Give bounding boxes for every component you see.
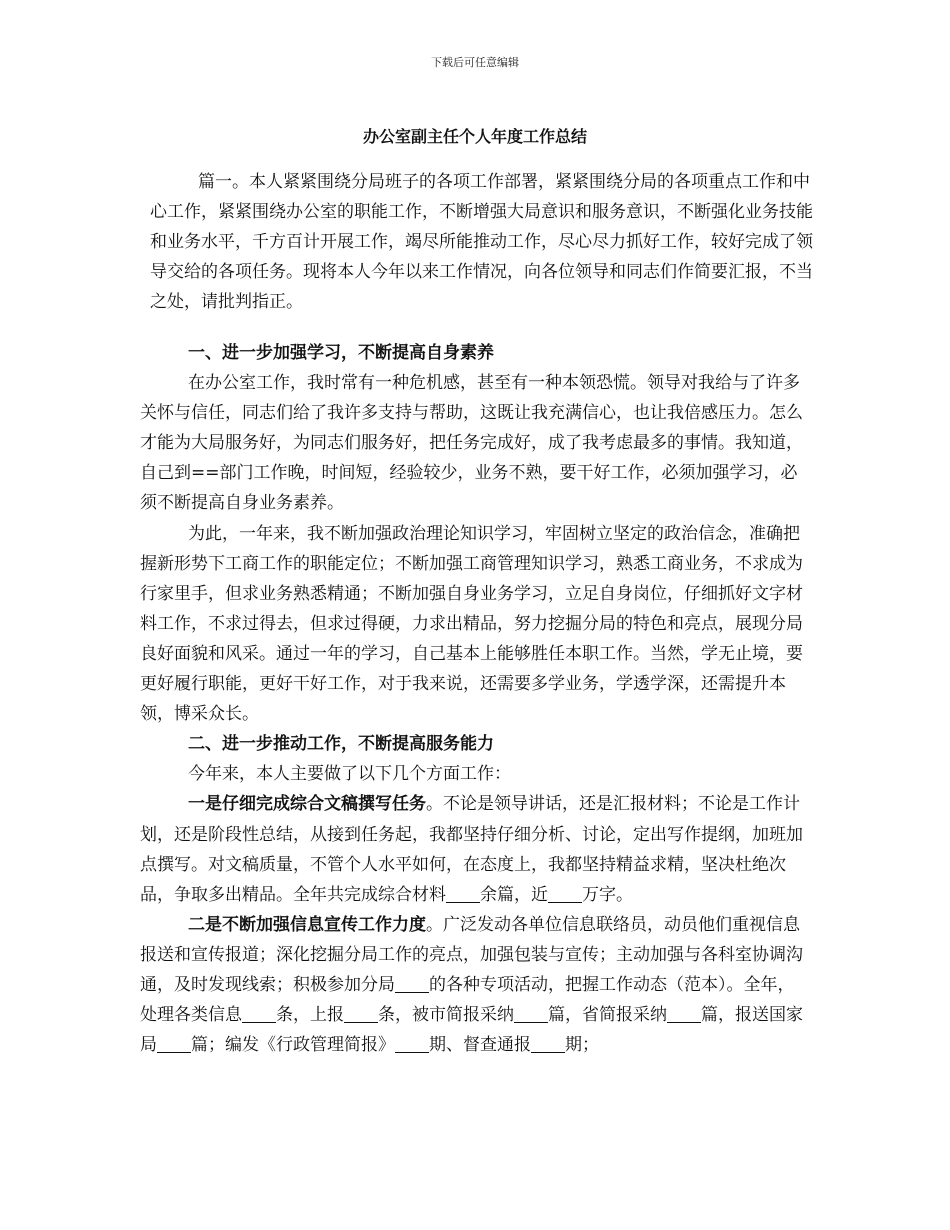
intro-paragraph: 篇一。本人紧紧围绕分局班子的各项工作部署，紧紧围绕分局的各项重点工作和中心工作，紧紧围绕办公室的职能工作，不断增强大局意识和服务意识，不断强化业务技能和业务水平，千方百计开展工作，竭尽所能推动工作，尽心尽力抓好工作，较好完成了领导交给的各项任务。现将本人今年以来工作情况，向各位领导和同志们作简要汇报，不当之处，请批判指正。 bbox=[150, 172, 813, 312]
section-1-paragraph-2: 为此，一年来，我不断加强政治理论知识学习，牢固树立坚定的政治信念，准确把握新形势下工商工作的职能定位；不断加强工商管理知识学习，熟悉工商业务，不求成为行家里手，但求业务熟悉精通；不断加强自身业务学习，立足自身岗位，仔细抓好文字材料工作，不求过得去，但求过得硬，力求出精品，努力挖掘分局的特色和亮点，展现分局良好面貌和风采。通过一年的学习，自己基本上能够胜任本职工作。当然，学无止境，要更好履行职能，更好干好工作，对于我来说，还需要多学业务，学透学深，还需提升本领，博采众长。 bbox=[140, 523, 803, 725]
text-span: 篇，报送国家局 bbox=[140, 1005, 803, 1056]
section-2-paragraph-1 bbox=[140, 789, 810, 909]
section-2-lead: 今年来，本人主要做了以下几个方面工作： bbox=[188, 764, 511, 785]
fill-blank bbox=[514, 1005, 548, 1023]
section-2-paragraph-2 bbox=[140, 910, 810, 1060]
text-span: 条，上报 bbox=[276, 1005, 344, 1026]
section-1-heading: 一、进一步加强学习，不断提高自身素养 bbox=[188, 343, 494, 363]
document-body bbox=[140, 338, 810, 1060]
item-1-title: 一是仔细完成综合文稿撰写任务 bbox=[188, 794, 426, 815]
section-2-heading: 二、进一步推动工作，不断提高服务能力 bbox=[188, 734, 494, 755]
text-span: 篇，省简报采纳 bbox=[548, 1005, 667, 1026]
fill-blank bbox=[446, 885, 480, 903]
fill-blank bbox=[395, 1035, 429, 1053]
fill-blank bbox=[548, 885, 582, 903]
text-span: 万字。 bbox=[582, 884, 633, 905]
text-span: 期； bbox=[565, 1035, 599, 1056]
intro-section bbox=[150, 167, 820, 317]
text-span: 。广泛发动各单位信息联络员，动员他们重视信息报送和宣传报道；深化挖掘分局工作的亮点，加强包装与宣传；主动加强与各科室协调沟通，及时发现线索；积极参加分局 bbox=[140, 914, 803, 995]
fill-blank bbox=[242, 1005, 276, 1023]
fill-blank bbox=[531, 1035, 565, 1053]
text-span: 的各种专项活动，把握工作动态（范本）。全年，处理各类信息 bbox=[140, 974, 795, 1026]
fill-blank bbox=[157, 1035, 191, 1053]
fill-blank bbox=[344, 1005, 378, 1023]
section-1-paragraph-1: 在办公室工作，我时常有一种危机感，甚至有一种本领恐慌。领导对我给与了许多关怀与信任，同志们给了我许多支持与帮助，这既让我充满信心，也让我倍感压力。怎么才能为大局服务好，为同志们服务好，把任务完成好，成了我考虑最多的事情。我知道，自己到==部门工作晚，时间短，经验较少，业务不熟，要干好工作，必须加强学习，必须不断提高自身业务素养。 bbox=[140, 373, 803, 514]
text-span: 篇；编发《行政管理简报》 bbox=[191, 1035, 395, 1056]
text-span: 期、督查通报 bbox=[429, 1035, 531, 1056]
text-span: 余篇，近 bbox=[480, 884, 548, 905]
text-span: 。不论是领导讲话，还是汇报材料；不论是工作计划，还是阶段性总结，从接到任务起，我都坚持仔细分析、讨论，定出写作提纲，加班加点撰写。对文稿质量，不管个人水平如何，在态度上，我都坚持精益求精，坚决杜绝次品，争取多出精品。全年共完成综合材料 bbox=[140, 794, 803, 905]
fill-blank bbox=[395, 975, 429, 993]
document-title: 办公室副主任个人年度工作总结 bbox=[362, 127, 587, 146]
fill-blank bbox=[667, 1005, 701, 1023]
item-2-title: 二是不断加强信息宣传工作力度 bbox=[188, 914, 426, 935]
page-header: 下载后可任意编辑 bbox=[431, 56, 519, 69]
text-span: 条，被市简报采纳 bbox=[378, 1005, 514, 1026]
